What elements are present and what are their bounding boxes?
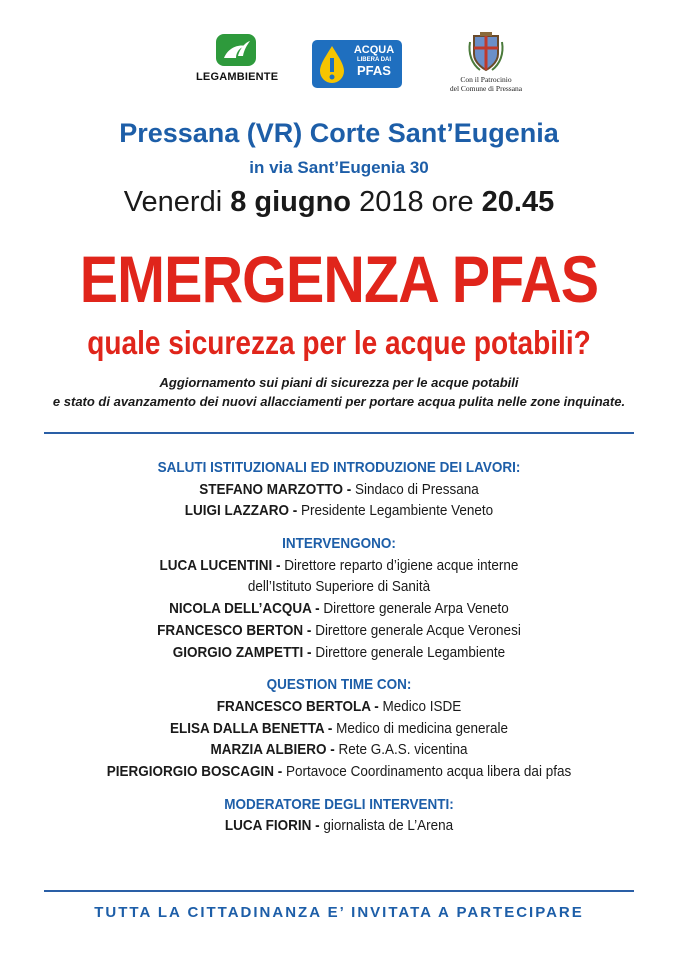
speaker-row [34,479,644,501]
speaker-row [34,761,644,783]
date-day: 8 giugno [230,186,352,218]
speaker-role: Presidente Legambiente Veneto [297,502,494,520]
divider-top [44,432,634,434]
acqua-line3: PFAS [357,63,391,78]
spacer [0,783,678,795]
speaker-name: PIERGIORGIO BOSCAGIN - [106,763,283,780]
speaker-row [34,718,644,740]
speaker-name: FRANCESCO BERTOLA - [216,697,379,715]
speaker-name: STEFANO MARZOTTO - [199,480,352,498]
spacer [0,522,678,534]
acqua-text [348,45,400,77]
speaker-name: LUCA LUCENTINI - [159,556,281,574]
acqua-libera-logo [312,40,402,88]
patrocinio-line2: del Comune di Pressana [449,83,523,93]
speaker-role: Direttore reparto d’igiene acque interne [280,556,519,574]
speaker-row [34,620,644,642]
acqua-line2: LIBERA DAI [356,57,392,63]
date-mid: 2018 ore [351,186,482,218]
divider-bottom [44,890,634,892]
description-line1: Aggiornamento sui piani di sicurezza per le acque potabili [159,375,519,390]
date-prefix: Venerdi [123,186,231,218]
section-title-question-time: QUESTION TIME CON: [266,676,412,694]
speaker-name: LUIGI LAZZARO - [184,502,298,520]
swan-icon [214,32,258,68]
description-line2: e stato di avanzamento dei nuovi allacciamenti per portare acqua pulita nelle zone inquinate. [52,393,626,409]
event-date [0,186,678,219]
speaker-role: Direttore generale Arpa Veneto [319,600,509,617]
speaker-row [34,555,644,577]
speaker-row [34,500,644,522]
coat-of-arms-icon [466,32,506,74]
section-title-intervengono: INTERVENGONO: [282,535,396,552]
speaker-role: Direttore generale Legambiente [311,643,506,661]
footer-invitation: TUTTA LA CITTADINANZA E’ INVITATA A PARTECIPARE [94,904,584,921]
speaker-row [34,815,644,837]
subheadline: quale sicurezza per le acque potabili? [87,324,591,361]
section-title-saluti: SALUTI ISTITUZIONALI ED INTRODUZIONE DEI LAVORI: [157,459,521,476]
legambiente-logo [196,32,279,83]
speaker-name: GIORGIO ZAMPETTI - [172,643,312,661]
spacer [0,663,678,675]
acqua-badge [312,40,402,88]
speaker-role: Rete G.A.S. vicentina [334,741,468,759]
speaker-role-continuation: dell’Istituto Superiore di Sanità [247,578,431,596]
speaker-role: Medico di medicina generale [332,719,509,737]
speaker-name: LUCA FIORIN - [224,817,320,835]
logo-bar [0,30,678,100]
water-drop-icon [318,44,346,84]
speaker-row [34,642,644,664]
speaker-row [34,739,644,761]
speaker-role: Sindaco di Pressana [351,480,479,498]
acqua-line1: ACQUA [353,44,395,56]
speaker-role: Direttore generale Acque Veronesi [311,621,521,639]
speaker-name: MARZIA ALBIERO - [210,741,335,759]
headline: EMERGENZA PFAS [79,242,599,316]
speaker-row [34,598,644,620]
speaker-role: Portavoce Coordinamento acqua libera dai pfas [282,763,572,780]
legambiente-label: LEGAMBIENTE [196,71,279,83]
speaker-name: ELISA DALLA BENETTA - [169,719,333,737]
speaker-name: NICOLA DELL’ACQUA - [169,600,320,617]
event-location: Pressana (VR) Corte Sant’Eugenia [119,118,559,148]
speaker-role: giornalista de L’Arena [319,817,454,835]
program [0,458,678,837]
date-time: 20.45 [481,186,555,218]
speaker-row [34,696,644,718]
patrocinio-line1: Con il Patrocinio [460,75,512,84]
speaker-name: FRANCESCO BERTON - [157,621,312,639]
speaker-role: Medico ISDE [378,697,462,715]
description [0,374,678,412]
event-address: in via Sant’Eugenia 30 [249,158,429,177]
comune-patrocinio-logo [438,32,534,93]
section-title-moderatore: MODERATORE DEGLI INTERVENTI: [224,795,454,813]
